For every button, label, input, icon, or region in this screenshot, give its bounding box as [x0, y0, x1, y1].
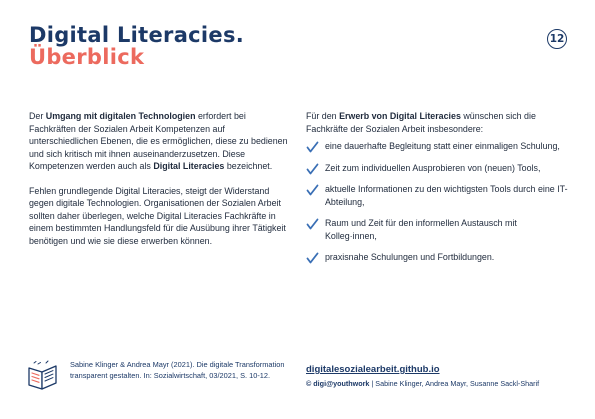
right-column	[306, 110, 568, 273]
wishes-checklist	[306, 140, 568, 264]
title-line-1: Digital Literacies.	[29, 23, 245, 47]
checkmark-icon	[306, 252, 319, 264]
wishes-intro: Für den Erwerb von Digital Literacies wünschen sich die Fachkräfte der Sozialen Arbeit insbesondere:	[306, 111, 536, 134]
checkmark-icon	[306, 163, 319, 175]
checkmark-icon	[306, 141, 319, 153]
page-number-badge: 12	[547, 29, 567, 49]
footer-credits-block	[306, 364, 576, 389]
credits-text: © digi@youthwork | Sabine Klinger, Andrea Mayr, Susanne Sackl-Sharif	[306, 379, 540, 388]
website-link[interactable]: digitalesozialearbeit.github.io	[306, 364, 440, 375]
page-title	[29, 24, 244, 68]
open-book-icon	[26, 360, 60, 392]
list-item: eine dauerhafte Begleitung statt einer einmaligen Schulung,	[306, 140, 568, 153]
checkmark-icon	[306, 184, 319, 196]
list-item: Zeit zum individuellen Ausprobieren von (neuen) Tools,	[306, 162, 568, 175]
list-item: aktuelle Informationen zu den wichtigsten Tools durch eine IT-Abteilung,	[306, 183, 568, 208]
list-item: praxisnahe Schulungen und Fortbildungen.	[306, 251, 568, 264]
intro-paragraph: Der Umgang mit digitalen Technologien erfordert bei Fachkräften der Sozialen Arbeit Kompetenzen auf unterschiedlichen Ebenen, die es ermöglichen, diese zu bedienen und sich kritisch mit ihnen auseinanderzusetzen. Diese Kompetenzen werden auch als Digital Literacies bezeichnet.	[29, 111, 288, 171]
checkmark-icon	[306, 218, 319, 230]
title-line-2: Überblick	[29, 45, 145, 69]
resistance-paragraph: Fehlen grundlegende Digital Literacies, steigt der Widerstand gegen digitale Technologien. Organisationen der Sozialen Arbeit sollten daher überlegen, welche Digital Literacies Fachkräfte in einem bestimmten Handlungsfeld für die Ausübung ihrer Tätigkeit benötigen und wie sie diese erwerben können.	[29, 185, 286, 246]
footer-citation-block	[26, 358, 286, 402]
left-column	[29, 110, 291, 259]
citation-text: Sabine Klinger & Andrea Mayr (2021). Die digitale Transformation transparent gestalten. In: Sozialwirtschaft, 03/2021, S. 10-12.	[70, 360, 285, 380]
list-item: Raum und Zeit für den informellen Austausch mit Kolleg·innen,	[306, 217, 568, 242]
